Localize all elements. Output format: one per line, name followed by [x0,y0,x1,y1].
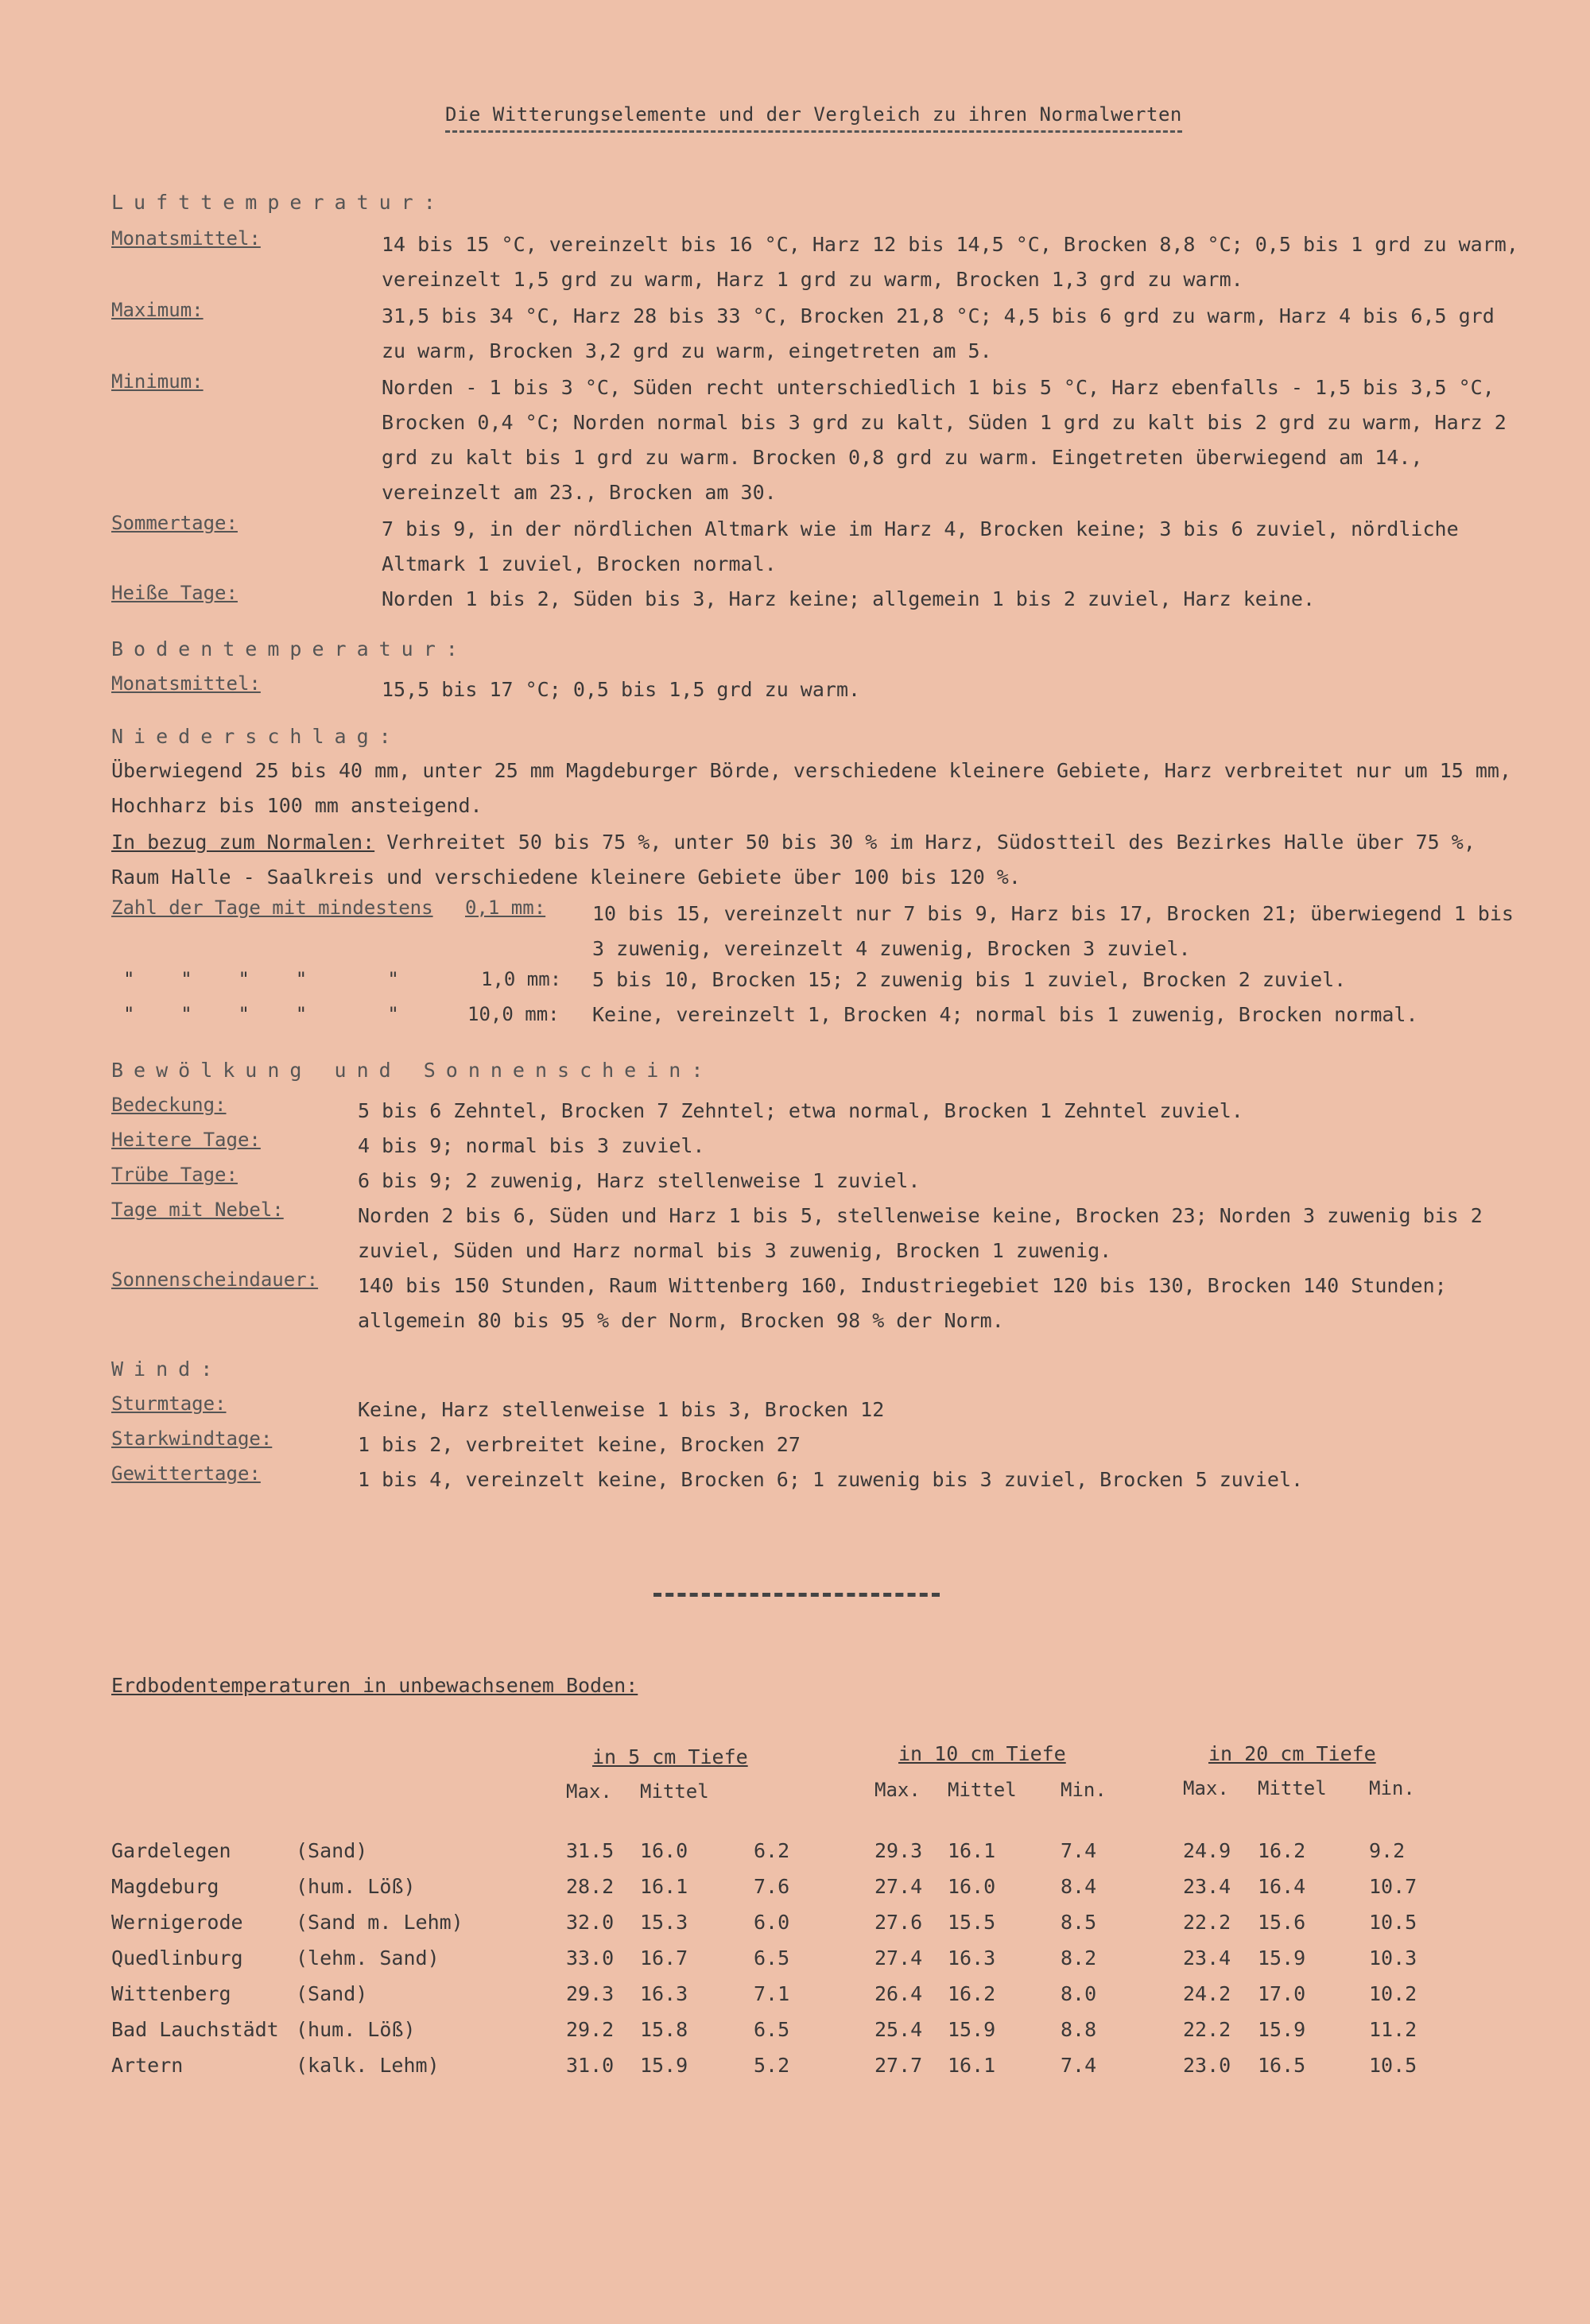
row-label: Sommertage: [111,512,238,534]
table-cell: 31.5 [566,1839,615,1862]
row-label: Sonnenscheindauer: [111,1269,319,1291]
table-cell: 8.2 [1061,1946,1097,1970]
table-cell: 10.7 [1369,1875,1417,1898]
table-cell: 7.1 [754,1982,790,2005]
row-label: Trübe Tage: [111,1164,238,1186]
row-label: Monatsmittel: [111,227,261,250]
subhead-20cm-min: Min. [1369,1777,1415,1799]
subhead-20cm-max: Max. [1183,1777,1229,1799]
table-cell: 29.2 [566,2018,615,2041]
table-cell: 27.7 [874,2054,923,2077]
table-cell: 15.8 [640,2018,688,2041]
group-10cm: in 10 cm Tiefe [898,1742,1066,1765]
table-cell: 6.5 [754,2018,790,2041]
row-text: 6 bis 9; 2 zuwenig, Harz stellenweise 1 zuviel. [358,1169,921,1192]
table-cell: 23.4 [1183,1875,1231,1898]
table-cell: 33.0 [566,1946,615,1970]
normal-text: Verhreitet 50 bis 75 %, unter 50 bis 30 % im Harz, Südostteil des Bezirkes Halle über 75 %, Raum Halle - Saalkreis und verschiedene kleinere Gebiete über 100 bis 120 %. [111,831,1476,889]
section-heading-lufttemperatur: Lufttemperatur: [111,191,446,214]
subhead-20cm-mittel: Mittel [1258,1777,1327,1799]
table-cell: 24.2 [1183,1982,1231,2005]
row-text: 1 bis 2, verbreitet keine, Brocken 27 [358,1433,801,1456]
row-text: Norden 2 bis 6, Süden und Harz 1 bis 5, stellenweise keine, Brocken 23; Norden 3 zuwenig bis 2 zuviel, Süden und Harz normal bis 3 zuwenig, Brocken 1 zuwenig. [358,1204,1483,1262]
table-soil: (hum. Löß) [296,2018,416,2041]
table-cell: 29.3 [874,1839,923,1862]
ditto-marks-1: " " " " " [123,968,399,990]
table-cell: 7.6 [754,1875,790,1898]
table-cell: 27.4 [874,1946,923,1970]
row-text: Keine, Harz stellenweise 1 bis 3, Brocken 12 [358,1398,885,1421]
subhead-10cm-min: Min. [1061,1779,1107,1801]
table-cell: 24.9 [1183,1839,1231,1862]
table-cell: 7.4 [1061,1839,1097,1862]
normal-label: In bezug zum Normalen: [111,831,375,854]
row-label: Tage mit Nebel: [111,1199,284,1221]
table-cell: 8.4 [1061,1875,1097,1898]
table-cell: 16.1 [948,1839,996,1862]
table-cell: 16.1 [640,1875,688,1898]
table-soil: (Sand) [296,1839,368,1862]
group-5cm: in 5 cm Tiefe [592,1745,748,1768]
table-cell: 16.3 [640,1982,688,2005]
row-text: Norden - 1 bis 3 °C, Süden recht unterschiedlich 1 bis 5 °C, Harz ebenfalls - 1,5 bis 3,5 °C, Brocken 0,4 °C; Norden normal bis 3 grd zu kalt, Süden 1 grd zu kalt bis 2 grd zu warm, Harz 2 grd zu kalt bis 1 grd zu warm. Brocken 0,8 grd zu warm. Eingetreten überwiegend am 14., vereinzelt am 23., Brocken am 30. [382,376,1507,504]
table-cell: 27.6 [874,1911,923,1934]
table-cell: 16.7 [640,1946,688,1970]
ditto-marks-2: " " " " " [123,1003,399,1025]
row-label: Starkwindtage: [111,1427,273,1450]
table-station: Gardelegen [111,1839,231,1862]
row-label: Sturmtage: [111,1392,227,1415]
table-soil: (Sand) [296,1982,368,2005]
table-cell: 15.9 [640,2054,688,2077]
table-cell: 16.0 [640,1839,688,1862]
table-cell: 8.5 [1061,1911,1097,1934]
subhead-10cm-max: Max. [874,1779,921,1801]
section-heading-wind: Wind: [111,1358,223,1381]
table-cell: 22.2 [1183,2018,1231,2041]
table-cell: 15.9 [948,2018,996,2041]
row-label: Heitere Tage: [111,1129,261,1151]
table-soil: (Sand m. Lehm) [296,1911,463,1934]
table-station: Wittenberg [111,1982,231,2005]
table-station: Wernigerode [111,1911,243,1934]
days-text-1: 5 bis 10, Brocken 15; 2 zuwenig bis 1 zuviel, Brocken 2 zuviel. [592,968,1347,991]
subhead-5cm-max: Max. [566,1780,612,1803]
row-label: Heiße Tage: [111,582,238,604]
subhead-5cm-mittel: Mittel [640,1780,709,1803]
table-station: Artern [111,2054,184,2077]
table-cell: 26.4 [874,1982,923,2005]
table-cell: 15.9 [1258,1946,1306,1970]
row-label: Bedeckung: [111,1094,227,1116]
table-cell: 7.4 [1061,2054,1097,2077]
table-cell: 10.3 [1369,1946,1417,1970]
row-text: 1 bis 4, vereinzelt keine, Brocken 6; 1 zuwenig bis 3 zuviel, Brocken 5 zuviel. [358,1468,1304,1491]
table-cell: 22.2 [1183,1911,1231,1934]
row-text: 4 bis 9; normal bis 3 zuviel. [358,1134,705,1157]
days-amount-2: 10,0 mm: [467,1003,560,1025]
row-label: Minimum: [111,370,204,393]
row-label: Monatsmittel: [111,672,261,695]
table-soil: (lehm. Sand) [296,1946,440,1970]
days-amount-1: 1,0 mm: [481,968,562,990]
table-cell: 16.0 [948,1875,996,1898]
table-cell: 16.2 [948,1982,996,2005]
table-cell: 8.0 [1061,1982,1097,2005]
table-station: Magdeburg [111,1875,219,1898]
section-heading-niederschlag: Niederschlag: [111,725,401,748]
days-amount-0: 0,1 mm: [465,897,546,919]
table-station: Bad Lauchstädt [111,2018,279,2041]
table-cell: 16.5 [1258,2054,1306,2077]
days-text-2: Keine, vereinzelt 1, Brocken 4; normal bis 1 zuwenig, Brocken normal. [592,1003,1418,1026]
table-cell: 29.3 [566,1982,615,2005]
table-cell: 27.4 [874,1875,923,1898]
niederschlag-paragraph: Überwiegend 25 bis 40 mm, unter 25 mm Magdeburger Börde, verschiedene kleinere Gebiete, Harz verbreitet nur um 15 mm, Hochharz bis 100 mm ansteigend. [111,759,1511,817]
row-text: 7 bis 9, in der nördlichen Altmark wie im Harz 4, Brocken keine; 3 bis 6 zuviel, nördliche Altmark 1 zuviel, Brocken normal. [382,517,1459,575]
page-title: Die Witterungselemente und der Vergleich zu ihren Normalwerten [445,103,1182,133]
table-cell: 25.4 [874,2018,923,2041]
table-cell: 6.5 [754,1946,790,1970]
row-text: 31,5 bis 34 °C, Harz 28 bis 33 °C, Brocken 21,8 °C; 4,5 bis 6 grd zu warm, Harz 4 bis 6,5 grd zu warm, Brocken 3,2 grd zu warm, eingetreten am 5. [382,304,1495,362]
table-cell: 5.2 [754,2054,790,2077]
table-cell: 31.0 [566,2054,615,2077]
table-cell: 15.9 [1258,2018,1306,2041]
table-cell: 28.2 [566,1875,615,1898]
table-cell: 15.3 [640,1911,688,1934]
separator-line [653,1593,940,1597]
table-cell: 6.0 [754,1911,790,1934]
niederschlag-normal [111,825,1526,895]
row-text: 15,5 bis 17 °C; 0,5 bis 1,5 grd zu warm. [382,678,861,701]
table-cell: 11.2 [1369,2018,1417,2041]
section-heading-bodentemperatur: Bodentemperatur: [111,637,468,660]
table-cell: 16.4 [1258,1875,1306,1898]
table-soil: (hum. Löß) [296,1875,416,1898]
table-cell: 16.3 [948,1946,996,1970]
row-label: Maximum: [111,299,204,321]
table-cell: 10.5 [1369,2054,1417,2077]
row-label: Gewittertage: [111,1462,261,1485]
table-cell: 6.2 [754,1839,790,1862]
table-cell: 32.0 [566,1911,615,1934]
days-text-0: 10 bis 15, vereinzelt nur 7 bis 9, Harz bis 17, Brocken 21; überwiegend 1 bis 3 zuwenig, vereinzelt 4 zuwenig, Brocken 3 zuviel. [592,902,1514,960]
row-text: Norden 1 bis 2, Süden bis 3, Harz keine; allgemein 1 bis 2 zuviel, Harz keine. [382,587,1315,610]
table-cell: 16.2 [1258,1839,1306,1862]
row-text: 14 bis 15 °C, vereinzelt bis 16 °C, Harz 12 bis 14,5 °C, Brocken 8,8 °C; 0,5 bis 1 grd zu warm, vereinzelt 1,5 grd zu warm, Harz 1 grd zu warm, Brocken 1,3 grd zu warm. [382,233,1518,291]
table-cell: 15.5 [948,1911,996,1934]
table-cell: 10.2 [1369,1982,1417,2005]
table-cell: 23.0 [1183,2054,1231,2077]
table-cell: 23.4 [1183,1946,1231,1970]
table-soil: (kalk. Lehm) [296,2054,440,2077]
section-heading-bewoelkung: Bewölkung und Sonnenschein: [111,1059,714,1082]
table-station: Quedlinburg [111,1946,243,1970]
subhead-10cm-mittel: Mittel [948,1779,1017,1801]
table-cell: 8.8 [1061,2018,1097,2041]
table-cell: 9.2 [1369,1839,1406,1862]
row-text: 140 bis 150 Stunden, Raum Wittenberg 160, Industriegebiet 120 bis 130, Brocken 140 Stunden; allgemein 80 bis 95 % der Norm, Brocken 98 % der Norm. [358,1274,1447,1332]
table-cell: 10.5 [1369,1911,1417,1934]
table-title: Erdbodentemperaturen in unbewachsenem Boden: [111,1674,638,1697]
days-label: Zahl der Tage mit mindestens [111,897,433,919]
row-text: 5 bis 6 Zehntel, Brocken 7 Zehntel; etwa normal, Brocken 1 Zehntel zuviel. [358,1099,1243,1122]
table-cell: 17.0 [1258,1982,1306,2005]
table-cell: 16.1 [948,2054,996,2077]
group-20cm: in 20 cm Tiefe [1208,1742,1376,1765]
table-cell: 15.6 [1258,1911,1306,1934]
